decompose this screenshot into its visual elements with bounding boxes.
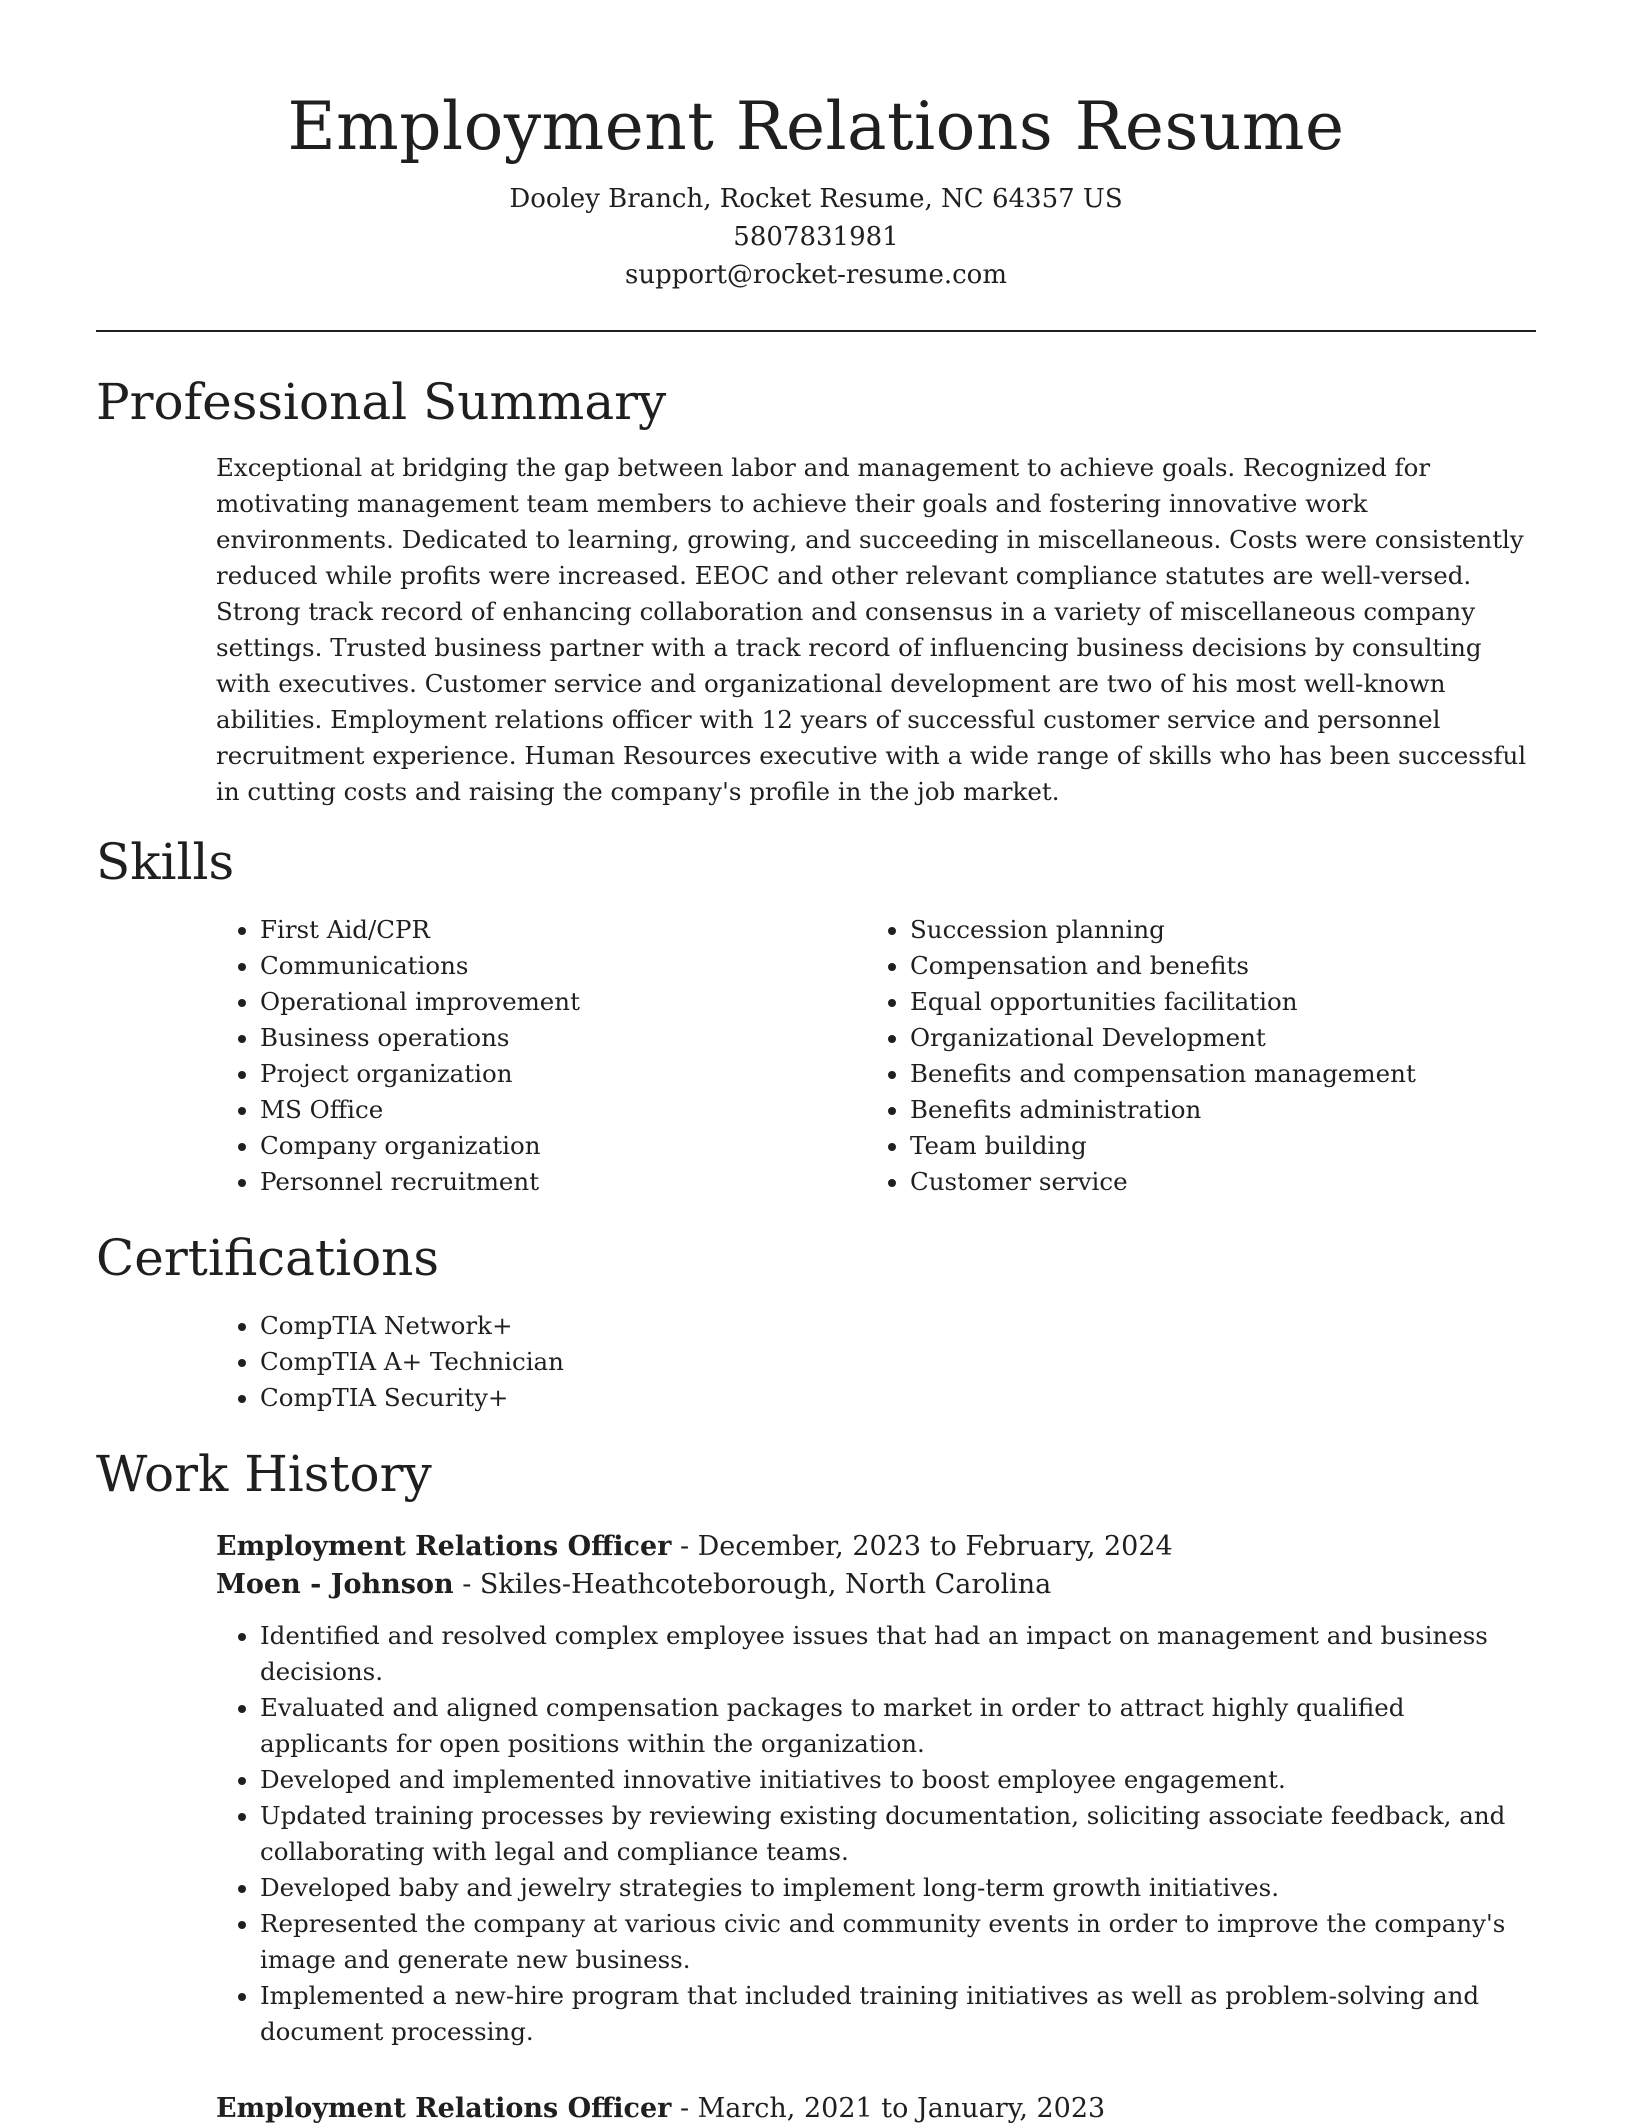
contact-block	[96, 180, 1536, 294]
certifications-heading: Certifications	[96, 1229, 440, 1287]
skills-list-left	[216, 912, 866, 1200]
summary-text: Exceptional at bridging the gap between labor and management to achieve goals. Recognized for motivating management team members to achieve their goals and fostering innovative work environments. Dedicated to learning, growing, and succeeding in miscellaneous. Costs were consistently reduced while profits were increased. EEOC and other relevant compliance statutes are well-versed. Strong track record of enhancing collaboration and consensus in a variety of miscellaneous company settings. Trusted business partner with a track record of influencing business decisions by consulting with executives. Customer service and organizational development are two of his most well-known abilities. Employment relations officer with 12 years of successful customer service and personnel recruitment experience. Human Resources executive with a wide range of skills who has been successful in cutting costs and raising the company's profile in the job market.	[216, 453, 1527, 806]
skill-item: • First Aid/CPR	[260, 912, 866, 948]
skill-item: • MS Office	[260, 1092, 866, 1128]
job-bullet: • Represented the company at various civic and community events in order to improve the company's image and generate new business.	[260, 1906, 1536, 1978]
job-bullet: • Implemented a new-hire program that included training initiatives as well as problem-solving and document processing.	[260, 1978, 1536, 2050]
skill-item: • Personnel recruitment	[260, 1164, 866, 1200]
job-company-line	[216, 1566, 1536, 1604]
skill-item: • Organizational Development	[910, 1020, 1516, 1056]
contact-phone: 5807831981	[733, 222, 899, 252]
job-bullet: • Evaluated and aligned compensation packages to market in order to attract highly qualified applicants for open positions within the organization.	[260, 1690, 1536, 1762]
job-location: - Skiles-Heathcoteborough, North Carolina	[453, 1569, 1052, 1600]
skill-item: • Operational improvement	[260, 984, 866, 1020]
job-bullet: • Developed and implemented innovative initiatives to boost employee engagement.	[260, 1762, 1536, 1798]
job-header	[216, 1528, 1536, 1604]
certifications-section	[216, 1308, 1536, 1416]
skills-section	[216, 912, 1536, 1200]
header-divider	[96, 330, 1536, 332]
skill-item: • Business operations	[260, 1020, 866, 1056]
job-role: Employment Relations Officer	[216, 2093, 672, 2124]
job-bullets	[216, 1618, 1536, 2050]
skill-item: • Equal opportunities facilitation	[910, 984, 1516, 1020]
contact-email: support@rocket-resume.com	[624, 260, 1007, 290]
work-history-heading: Work History	[96, 1445, 432, 1503]
skill-item: • Customer service	[910, 1164, 1516, 1200]
job-header-next	[216, 2090, 1536, 2128]
skill-item: • Succession planning	[910, 912, 1516, 948]
skill-item: • Benefits administration	[910, 1092, 1516, 1128]
skills-column-right	[866, 912, 1516, 1200]
skill-item: • Project organization	[260, 1056, 866, 1092]
job-bullet: • Identified and resolved complex employee issues that had an impact on management and business decisions.	[260, 1618, 1536, 1690]
certifications-list	[216, 1308, 1536, 1416]
skill-item: • Benefits and compensation management	[910, 1056, 1516, 1092]
job-dates: - March, 2021 to January, 2023	[671, 2093, 1106, 2124]
skill-item: • Team building	[910, 1128, 1516, 1164]
certification-item: • CompTIA A+ Technician	[260, 1344, 1536, 1380]
certification-item: • CompTIA Network+	[260, 1308, 1536, 1344]
contact-address: Dooley Branch, Rocket Resume, NC 64357 US	[509, 184, 1123, 214]
summary-section	[216, 450, 1536, 810]
job-dates: - December, 2023 to February, 2024	[671, 1531, 1173, 1562]
resume-header	[96, 0, 1536, 294]
skill-item: • Communications	[260, 948, 866, 984]
skill-item: • Compensation and benefits	[910, 948, 1516, 984]
skills-column-left	[216, 912, 866, 1200]
job-company: Moen - Johnson	[216, 1569, 454, 1600]
skills-heading: Skills	[96, 833, 235, 891]
job-bullet: • Developed baby and jewelry strategies to implement long-term growth initiatives.	[260, 1870, 1536, 1906]
work-history-section	[216, 1528, 1536, 2128]
summary-heading: Professional Summary	[96, 373, 667, 431]
skills-list-right	[866, 912, 1516, 1200]
job-role: Employment Relations Officer	[216, 1531, 672, 1562]
resume-page	[96, 0, 1536, 2128]
job-title-line	[216, 1528, 1536, 1566]
certification-item: • CompTIA Security+	[260, 1380, 1536, 1416]
skill-item: • Company organization	[260, 1128, 866, 1164]
resume-title: Employment Relations Resume	[287, 88, 1345, 165]
job-bullet: • Updated training processes by reviewing existing documentation, soliciting associate feedback, and collaborating with legal and compliance teams.	[260, 1798, 1536, 1870]
